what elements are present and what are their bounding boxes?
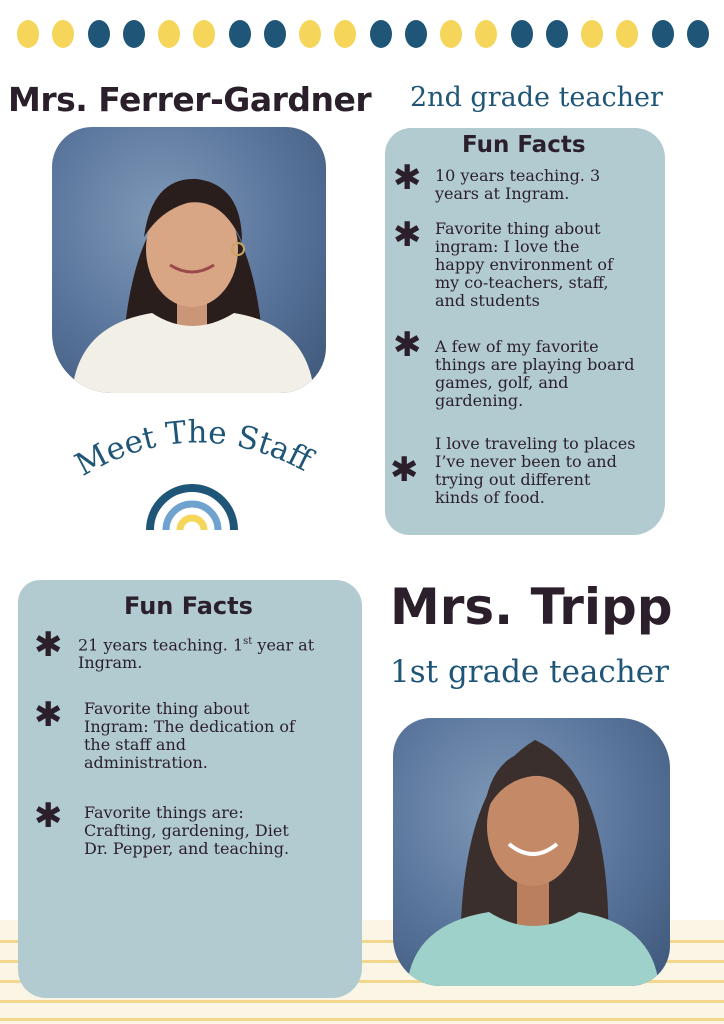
dot — [511, 20, 533, 48]
fact-line: things are playing board — [435, 355, 635, 374]
asterisk-icon: ✱ — [34, 695, 63, 735]
meet-the-staff-text — [69, 414, 319, 483]
dot-border — [17, 20, 709, 50]
meet-the-staff-banner — [38, 405, 348, 540]
fact-line: Ingram: The dedication of — [84, 717, 295, 736]
teacher1-role: 2nd grade teacher — [410, 82, 663, 113]
fact-line: I’ve never been to and — [435, 452, 617, 471]
fact-line: 10 years teaching. 3 — [435, 166, 601, 185]
teacher1-photo — [52, 127, 326, 393]
fact-line: years at Ingram. — [435, 184, 570, 203]
stripe — [0, 1018, 724, 1021]
dot — [546, 20, 568, 48]
asterisk-icon: ✱ — [393, 158, 422, 198]
fact-line: Favorite things are: — [84, 803, 244, 822]
dot — [405, 20, 427, 48]
teacher2-photo — [393, 718, 670, 986]
teacher1-name: Mrs. Ferrer-Gardner — [8, 80, 372, 119]
dot — [88, 20, 110, 48]
teacher2-name: Mrs. Tripp — [390, 578, 673, 636]
fact-line: my co-teachers, staff, — [435, 273, 609, 292]
dot — [581, 20, 603, 48]
asterisk-icon: ✱ — [393, 215, 422, 255]
fact-line: A few of my favorite — [435, 337, 599, 356]
teacher2-portrait — [393, 718, 670, 986]
dot — [370, 20, 392, 48]
fact-item — [84, 804, 289, 858]
fact-superscript: st — [243, 636, 253, 647]
fact-item — [84, 700, 295, 772]
teacher1-portrait — [52, 127, 326, 393]
asterisk-icon: ✱ — [34, 796, 63, 836]
fact-line: Dr. Pepper, and teaching. — [84, 839, 290, 858]
fun-facts-title: Fun Facts — [462, 132, 586, 158]
fact-line: I love traveling to places — [435, 434, 636, 453]
stripe — [0, 1000, 724, 1003]
fact-item — [78, 633, 314, 672]
dot — [334, 20, 356, 48]
fact-item — [435, 435, 635, 507]
dot — [440, 20, 462, 48]
fact-line: kinds of food. — [435, 488, 545, 507]
fact-item — [435, 167, 600, 203]
asterisk-icon: ✱ — [393, 325, 422, 365]
dot — [52, 20, 74, 48]
dot — [229, 20, 251, 48]
dot — [616, 20, 638, 48]
dot — [158, 20, 180, 48]
dot — [123, 20, 145, 48]
fact-line: happy environment of — [435, 255, 613, 274]
teacher1-fun-facts-card — [385, 128, 665, 535]
dot — [475, 20, 497, 48]
dot — [299, 20, 321, 48]
fact-item — [435, 338, 634, 410]
fact-line: administration. — [84, 753, 208, 772]
fact-line: Favorite thing about — [84, 699, 250, 718]
fact-line: gardening. — [435, 391, 524, 410]
fact-text: 21 years teaching. 1 — [78, 635, 244, 655]
fact-line: Ingram. — [78, 653, 143, 673]
fact-line — [78, 633, 314, 654]
meet-the-staff-textpath: Meet The Staff — [69, 414, 318, 484]
fact-line: trying out different — [435, 470, 591, 489]
fact-line: Favorite thing about — [435, 219, 601, 238]
dot — [687, 20, 709, 48]
asterisk-icon: ✱ — [34, 625, 63, 665]
fact-line: and students — [435, 291, 540, 310]
dot — [193, 20, 215, 48]
fact-item — [435, 220, 613, 310]
teacher2-fun-facts-card — [18, 580, 362, 998]
dot — [17, 20, 39, 48]
dot — [652, 20, 674, 48]
dot — [264, 20, 286, 48]
fact-line: Crafting, gardening, Diet — [84, 821, 289, 840]
rainbow-icon — [150, 488, 234, 530]
teacher2-role: 1st grade teacher — [390, 654, 669, 690]
fact-line: ingram: I love the — [435, 237, 580, 256]
fact-line: the staff and — [84, 735, 187, 754]
fun-facts-title: Fun Facts — [124, 592, 253, 620]
fact-text: year at — [252, 635, 315, 655]
asterisk-icon: ✱ — [390, 450, 419, 490]
fact-line: games, golf, and — [435, 373, 569, 392]
